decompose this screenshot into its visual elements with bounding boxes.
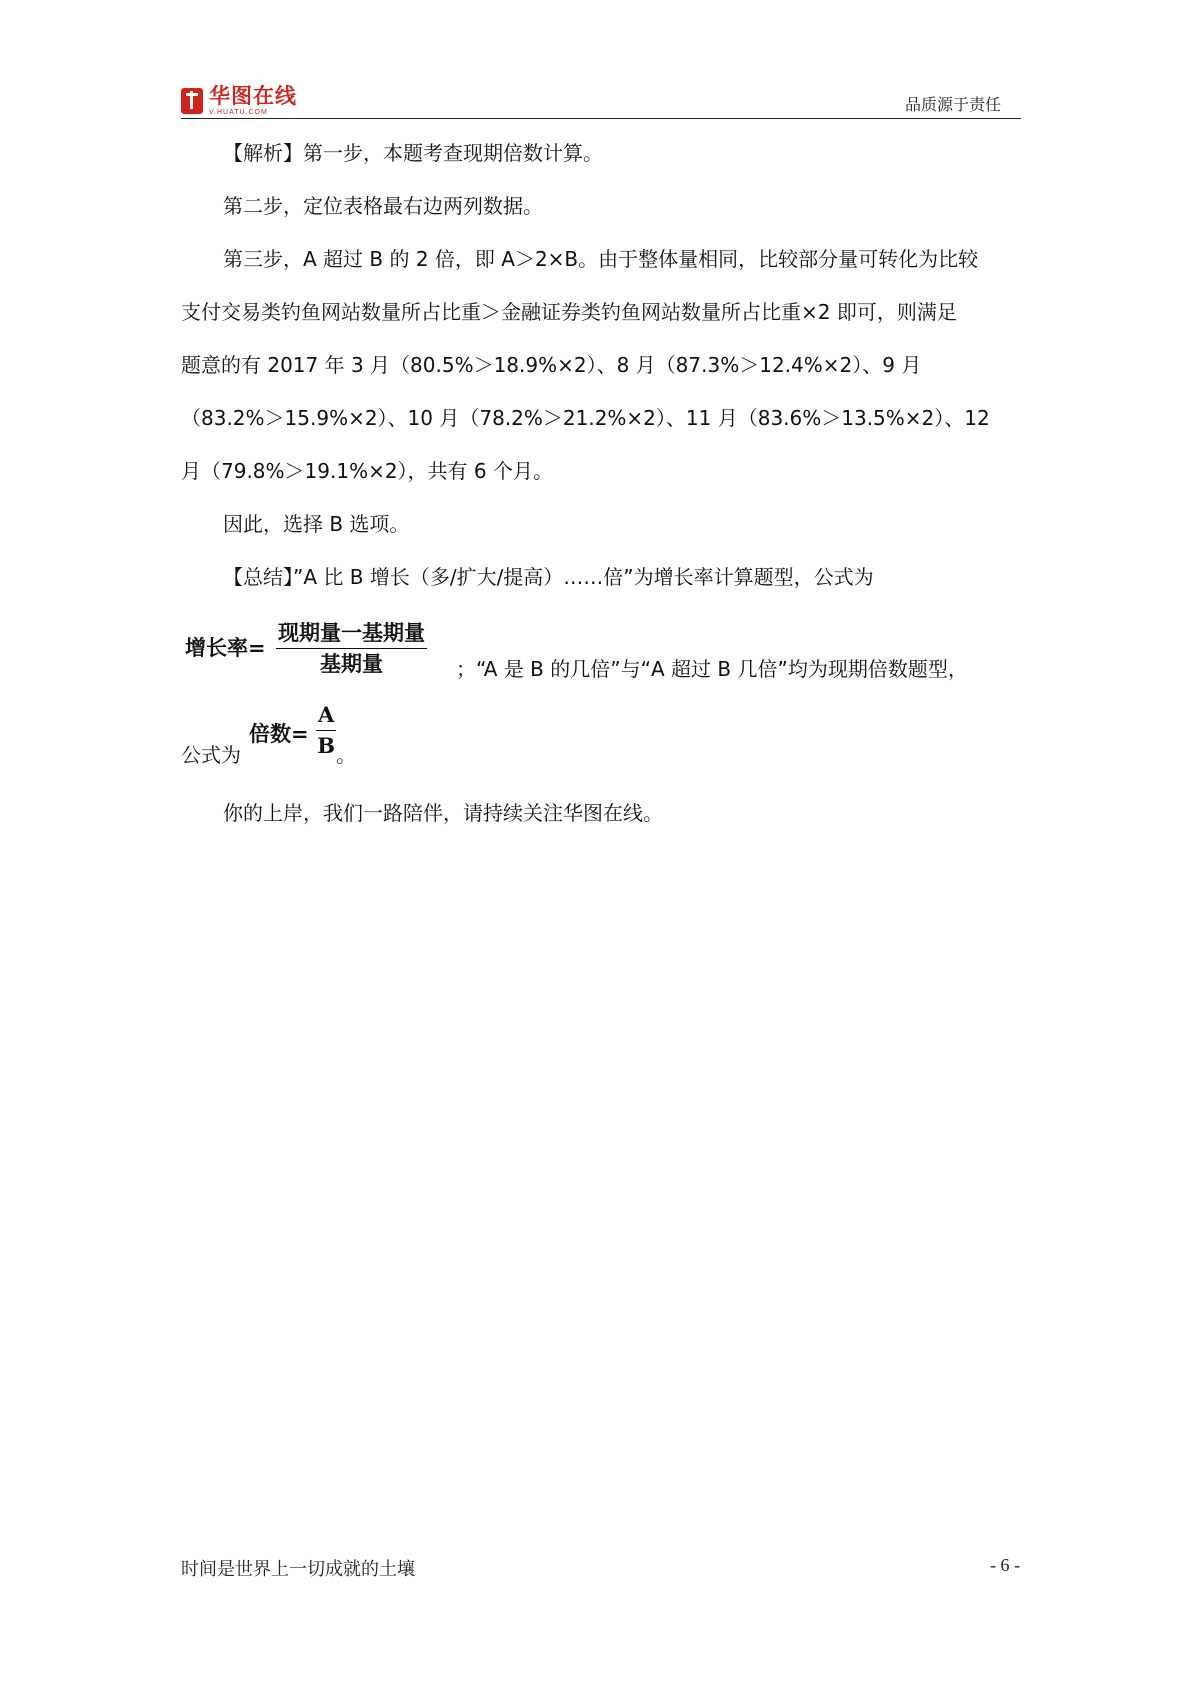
header-motto: 品质源于责任 <box>904 95 1001 114</box>
paragraph-step2: 第二步，定位表格最右边两列数据。 <box>223 194 543 218</box>
page-number: - 6 - <box>990 1555 1020 1575</box>
formula-growth-rate-denominator: 基期量 <box>320 651 383 676</box>
logo-url: V.HUATU.COM <box>209 109 268 116</box>
paragraph-step3-line3: 题意的有 2017 年 3 月（80.5%＞18.9%×2）、8 月（87.3%＞12.4%×2）、9 月 <box>181 353 922 377</box>
footer-slogan: 时间是世界上一切成就的土壤 <box>181 1559 415 1580</box>
formula-multiple-line <box>181 700 1021 770</box>
page-header <box>181 82 1021 119</box>
formula-growth-rate-label: 增长率= <box>185 635 266 660</box>
paragraph-closing: 你的上岸，我们一路陪伴，请持续关注华图在线。 <box>223 801 663 825</box>
paragraph-summary-line2: ；“A 是 B 的几倍”与“A 超过 B 几倍”均为现期倍数题型， <box>456 657 968 681</box>
logo-name: 华图在线 <box>209 84 297 108</box>
paragraph-step3-line1: 第三步，A 超过 B 的 2 倍，即 A＞2×B。由于整体量相同，比较部分量可转化为比较 <box>223 247 979 271</box>
paragraph-summary-line3-head: 公式为 <box>181 743 241 767</box>
formula-multiple-label: 倍数= <box>249 721 309 746</box>
paragraph-summary-line1: 【总结】”A 比 B 增长（多/扩大/提高）……倍”为增长率计算题型，公式为 <box>223 565 874 589</box>
huatu-logo-icon <box>181 88 203 114</box>
formula-multiple-numerator: A <box>316 702 336 731</box>
paragraph-step3-line5: 月（79.8%＞19.1%×2），共有 6 个月。 <box>181 459 553 483</box>
paragraph-step3-line2: 支付交易类钓鱼网站数量所占比重＞金融证券类钓鱼网站数量所占比重×2 即可，则满足 <box>181 300 957 324</box>
paragraph-step3-line4: （83.2%＞15.9%×2）、10 月（78.2%＞21.2%×2）、11 月（83.6%＞13.5%×2）、12 <box>181 406 990 430</box>
formula-multiple-denominator: B <box>317 733 336 758</box>
huatu-logo <box>181 86 297 116</box>
formula-growth-rate-numerator: 现期量一基期量 <box>276 620 427 649</box>
formula-growth-rate-fraction <box>276 620 427 677</box>
paragraph-summary-line3-tail: 。 <box>336 743 356 767</box>
paragraph-analysis-step1: 【解析】第一步，本题考查现期倍数计算。 <box>223 141 603 165</box>
formula-growth-rate-line <box>181 620 1021 680</box>
formula-multiple-fraction <box>316 702 336 759</box>
paragraph-answer: 因此，选择 B 选项。 <box>223 512 410 536</box>
